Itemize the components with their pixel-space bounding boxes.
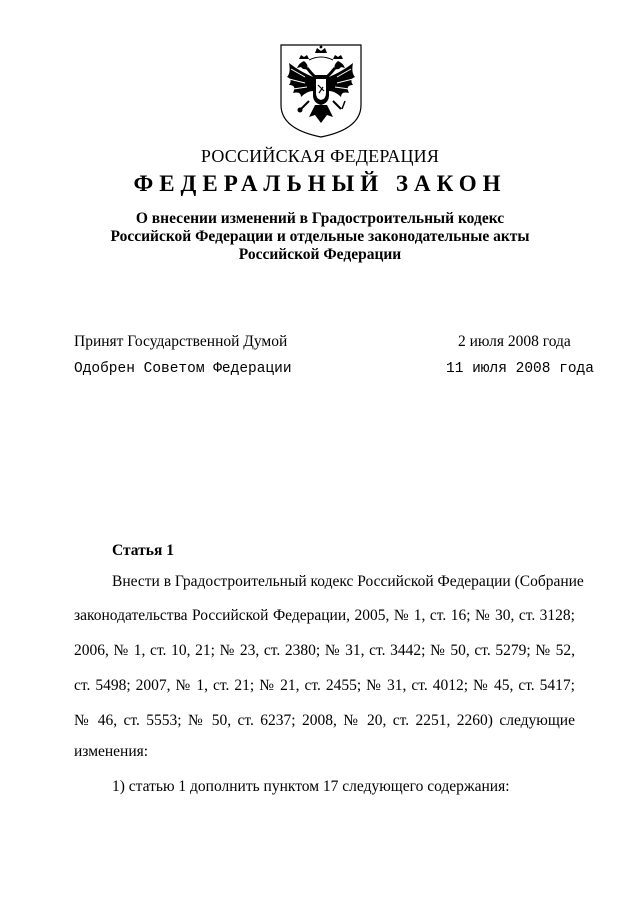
law-subject bbox=[0, 210, 640, 264]
article-text-line: 2006, № 1, ст. 10, 21; № 23, ст. 2380; № 31, ст. 3442; № 50, ст. 5279; № 52, bbox=[74, 642, 575, 659]
country-name: РОССИЙСКАЯ ФЕДЕРАЦИЯ bbox=[200, 146, 440, 166]
double-headed-eagle-icon bbox=[279, 43, 363, 139]
article-text-line: ст. 5498; 2007, № 1, ст. 21; № 21, ст. 2455; № 31, ст. 4012; № 45, ст. 5417; bbox=[74, 677, 575, 694]
article-text-line: изменения: bbox=[74, 743, 149, 760]
article-text-line: Внести в Градостроительный кодекс Российской Федерации (Собрание bbox=[112, 573, 584, 590]
council-approval-label: Одобрен Советом Федерации bbox=[74, 361, 292, 377]
article-item: 1) статью 1 дополнить пунктом 17 следующего содержания: bbox=[112, 778, 510, 795]
subject-line: Российской Федерации и отдельные законодательные акты bbox=[110, 228, 530, 245]
duma-adoption-date: 2 июля 2008 года bbox=[458, 333, 571, 350]
subject-line: Российской Федерации bbox=[238, 246, 402, 263]
council-approval-date: 11 июля 2008 года bbox=[446, 361, 594, 377]
article-heading: Статья 1 bbox=[112, 542, 174, 559]
duma-adoption-label: Принят Государственной Думой bbox=[74, 333, 288, 350]
document-type-title: ФЕДЕРАЛЬНЫЙ ЗАКОН bbox=[133, 171, 507, 196]
article-text-line: законодательства Российской Федерации, 2005, № 1, ст. 16; № 30, ст. 3128; bbox=[74, 607, 575, 624]
subject-line: О внесении изменений в Градостроительный кодекс bbox=[135, 210, 505, 227]
coat-of-arms-emblem bbox=[279, 43, 363, 139]
article-text-line: № 46, ст. 5553; № 50, ст. 6237; 2008, № 20, ст. 2251, 2260) следующие bbox=[74, 712, 575, 729]
